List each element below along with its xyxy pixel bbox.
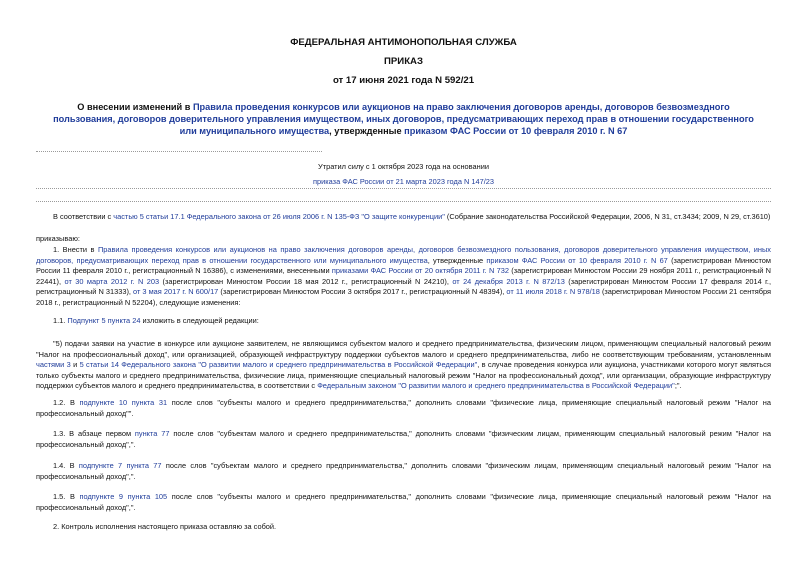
paragraph-1-2 bbox=[36, 398, 771, 419]
p1-link-order-203[interactable]: от 30 марта 2012 г. N 203 bbox=[64, 276, 160, 286]
quoted-text bbox=[36, 339, 771, 392]
paragraph-1-1 bbox=[53, 316, 771, 327]
status-text: Утратил силу с 1 октября 2023 года на основании bbox=[318, 162, 489, 171]
divider-1 bbox=[36, 188, 771, 189]
quote-text-a: "5) подачи заявки на участие в конкурсе или аукционе заявителем, не являющимся субъектом малого и среднего предпринимательства, физическим лицом, применяющим специальный налоговый режим "Налог на профессиональный доход", или организацией, образующей инфраструктуру поддержки субъектов малого и среднего предпринимательства, либо не соответствующим требованиям, установленным bbox=[36, 339, 771, 359]
paragraph-1 bbox=[36, 245, 771, 309]
p1-text-c: (зарегистрирован Минюстом России 11 февраля 2010 г., регистрационный N 16386), с изменениями, внесенными bbox=[36, 255, 771, 276]
p1-text-a: 1. Внести в bbox=[53, 245, 98, 254]
p15-link[interactable]: подпункте 9 пункта 105 bbox=[79, 492, 168, 501]
p12-text-a: 1.2. В bbox=[53, 398, 80, 407]
preamble-link[interactable]: частью 5 статьи 17.1 Федерального закона от 26 июля 2006 г. N 135-ФЗ "О защите конкуренции" bbox=[113, 212, 445, 221]
p15-text-b: после слов "субъекты малого и среднего предпринимательства," дополнить словами "физические лица, применяющие специальный налоговый режим "Налог на профессиональный доход",". bbox=[36, 492, 771, 512]
title-text-1: О внесении изменений в bbox=[77, 102, 193, 112]
p12-text-b: после слов "субъекты малого и среднего предпринимательства," дополнить словами "физические лица, применяющие специальный налоговый режим "Налог на профессиональный доход"". bbox=[36, 398, 771, 418]
doc-type-heading: ПРИКАЗ bbox=[384, 56, 423, 67]
p1-text-d: (зарегистрирован Минюстом России 29 ноября 2011 г., регистрационный N 22441), bbox=[36, 266, 771, 286]
preamble-text-1: В соответствии с bbox=[53, 212, 114, 221]
quote-text-c: , в случае проведения конкурса или аукциона, участниками которого могут являться только субъекты малого и среднего предпринимательства, физические лица, применяющие специальный налоговый режим "Налог на профессиональный доход", или организации, образующие инфраструктуру поддержки субъектов малого и среднего предпринимательства, в соответствии с bbox=[36, 360, 771, 391]
p13-text-a: 1.3. В абзаце первом bbox=[53, 429, 135, 438]
doc-date-number: от 17 июня 2021 года N 592/21 bbox=[332, 75, 475, 86]
p15-text-a: 1.5. В bbox=[53, 492, 80, 501]
p1-text-g: (зарегистрирован Минюстом России 3 октября 2017 г., регистрационный N 48394), bbox=[218, 287, 507, 297]
preamble bbox=[53, 212, 773, 223]
p11-link[interactable]: Подпункт 5 пункта 24 bbox=[67, 316, 141, 325]
p11-text-a: 1.1. bbox=[53, 316, 68, 325]
status-link[interactable]: приказа ФАС России от 21 марта 2023 года N 147/23 bbox=[313, 176, 494, 186]
p13-text-b: после слов "субъектам малого и среднего предпринимательства," дополнить словами "физическим лицам, применяющим специальный налоговый режим "Налог на профессиональный доход",". bbox=[36, 429, 771, 449]
p1-link-order-872[interactable]: от 24 декабря 2013 г. N 872/13 bbox=[452, 276, 565, 286]
p1-link-rules[interactable]: Правила проведения конкурсов или аукционов на право заключения договоров аренды, договоров безвозмездного пользования, договоров доверительного управления имуществом, иных договоров, предусматривающих переход прав в отношении государственного или муниципального имущества bbox=[36, 245, 771, 265]
p1-text-b: , утвержденные bbox=[427, 255, 487, 265]
title-link-rules[interactable]: Правила проведения конкурсов или аукционов на право заключения договоров аренды, договоров безвозмездного пользования, договоров доверительного управления имуществом, иных договоров, предусматривающих переход прав в отношении государственного или муниципального имущества bbox=[53, 102, 754, 137]
title-text-2: , утвержденные bbox=[329, 126, 405, 137]
p12-link[interactable]: подпункте 10 пункта 31 bbox=[79, 398, 168, 407]
paragraph-1-4 bbox=[36, 461, 771, 482]
order-word: приказываю: bbox=[36, 234, 80, 243]
status-note bbox=[0, 162, 807, 187]
title-link-order-67[interactable]: приказом ФАС России от 10 февраля 2010 г. N 67 bbox=[404, 126, 628, 137]
quote-link-art-14[interactable]: 5 статьи 14 Федерального закона "О развитии малого и среднего предпринимательства в Российской Федерации" bbox=[79, 360, 478, 370]
quote-link-federal-law[interactable]: Федеральным законом "О развитии малого и среднего предпринимательства в Российской Федерации" bbox=[317, 381, 675, 391]
p1-link-order-978[interactable]: от 11 июля 2018 г. N 978/18 bbox=[506, 287, 600, 297]
document-title bbox=[45, 101, 762, 138]
quote-link-parts-3[interactable]: частями 3 bbox=[36, 360, 71, 370]
paragraph-1-3 bbox=[36, 429, 771, 450]
p1-text-e: (зарегистрирован Минюстом России 18 мая 2012 г., регистрационный N 24210), bbox=[159, 276, 453, 286]
paragraph-2: 2. Контроль исполнения настоящего приказа оставляю за собой. bbox=[53, 522, 277, 531]
agency-heading: ФЕДЕРАЛЬНАЯ АНТИМОНОПОЛЬНАЯ СЛУЖБА bbox=[290, 37, 517, 48]
paragraph-1-5 bbox=[36, 492, 771, 513]
p14-text-a: 1.4. В bbox=[53, 461, 79, 470]
preamble-text-2: (Собрание законодательства Российской Федерации, 2006, N 31, ст.3434; 2009, N 29, ст.3610) bbox=[444, 212, 771, 221]
divider-2 bbox=[36, 201, 771, 202]
p13-link[interactable]: пункта 77 bbox=[134, 429, 170, 438]
p1-text-f: (зарегистрирован Минюстом России 17 февраля 2014 г., регистрационный N 31333), bbox=[36, 276, 771, 297]
p1-text-h: (зарегистрирован Минюстом России 21 сентября 2018 г., регистрационный N 52204), следующие изменения: bbox=[36, 287, 771, 307]
p11-text-b: изложить в следующей редакции: bbox=[140, 316, 259, 325]
divider-short bbox=[36, 151, 322, 152]
quote-text-b: и bbox=[70, 360, 80, 370]
p14-link[interactable]: подпункте 7 пункта 77 bbox=[78, 461, 162, 470]
quote-text-d: ;". bbox=[674, 381, 682, 391]
p1-link-order-600[interactable]: от 3 мая 2017 г. N 600/17 bbox=[133, 287, 219, 297]
p14-text-b: после слов "субъектам малого и среднего предпринимательства," дополнить словами "физическим лицам, применяющим специальный налоговый режим "Налог на профессиональный доход",". bbox=[36, 461, 771, 481]
p1-link-order-67[interactable]: приказом ФАС России от 10 февраля 2010 г. N 67 bbox=[486, 255, 668, 265]
p1-link-order-732[interactable]: приказами ФАС России от 20 октября 2011 г. N 732 bbox=[331, 266, 509, 276]
